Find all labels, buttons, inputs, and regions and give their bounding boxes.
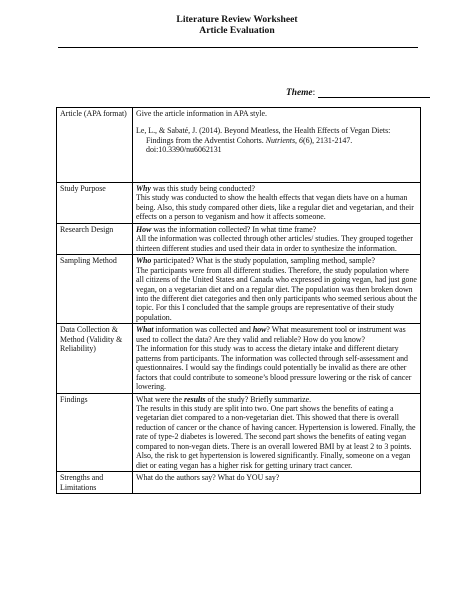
table-row-article [57, 108, 421, 183]
theme-label: Theme [286, 88, 313, 98]
row-answer: This study was conducted to show the health effects that vegan diets have on a human being. Also, this study compared other diets, like a regular diet and vegetarian, and their effects on a person to veganism and how it affects someone. [136, 193, 414, 222]
table-row-strengths [57, 472, 421, 494]
row-answer: The information for this study was to access the dietary intake and different dietary patterns from participants. The information was collected through self-assessment and questionnaires. I would say the findings could potentially be invalid as there are other factors that could contribute to someone’s blood pressure lowering or the risk of cancer lowering. [136, 344, 412, 392]
evaluation-table [56, 107, 421, 494]
row-answer: The results in this study are split into two. One part shows the benefits of eating a vegetarian diet compared to a non-vegetarian diet. This showed that there is overall reduction of cancer or the chance of having cancer. Hypertension is lowered. Finally, the rate of type-2 diabetes is lowered. The second part shows the benefits of eating vegan compared to non-vegan diets. There is an overall lowered BMI by at least 2 to 3 points. Also, the risk to get hypertension is lowered significantly. Finally, someone on a vegan diet or eating vegan has a higher risk for getting urinary tract cancer. [136, 403, 416, 470]
row-content [133, 183, 421, 224]
row-label: Research Design [57, 223, 133, 254]
worksheet-header [0, 14, 474, 36]
table-row-findings [57, 393, 421, 472]
worksheet-title: Literature Review Worksheet [176, 14, 298, 25]
row-content [133, 324, 421, 393]
row-label: Sampling Method [57, 255, 133, 324]
table-row-sampling [57, 255, 421, 324]
header-divider [58, 47, 418, 48]
row-question: How was the information collected? In what time frame? [136, 224, 317, 234]
theme-field: Theme: [286, 88, 430, 98]
row-content [133, 393, 421, 472]
row-label: Study Purpose [57, 183, 133, 224]
table-row-purpose [57, 183, 421, 224]
row-question: Give the article information in APA style. [136, 109, 267, 118]
row-answer: The participants were from all different studies. Therefore, the study population where all citizens of the United States and Canada who expressed in going vegan, had just gone vegan, on a vegetarian diet and on a regular diet. The population was then broken down into the different diet categories and then only participants who seemed serious about the topic. For this I concluded that the sample groups are representative of their study population. [136, 265, 417, 322]
worksheet-subtitle: Article Evaluation [199, 25, 275, 36]
row-content [133, 472, 421, 494]
row-label: Data Collection & Method (Validity & Reliability) [57, 324, 133, 393]
row-question: What information was collected and how? What measurement tool or instrument was used to collect the data? Are they valid and reliable? How do you know? [136, 325, 406, 344]
row-answer: All the information was collected through other articles/ studies. They grouped together thirteen different studies and used their data in order to synthesize the information. [136, 234, 413, 253]
row-question: Why was this study being conducted? [136, 184, 256, 193]
apa-reference: Le, L., & Sabaté, J. (2014). Beyond Meatless, the Health Effects of Vegan Diets: Findings from the Adventist Cohorts. Nutrients, 6(6), 2131-2147. doi:10.3390/nu6062131 [136, 126, 391, 155]
row-label: Strengths and Limitations [57, 472, 133, 494]
row-content [133, 108, 421, 183]
row-question: What do the authors say? What do YOU say? [136, 473, 280, 483]
theme-blank-line[interactable] [318, 97, 430, 98]
table-row-design [57, 223, 421, 254]
table-row-collection [57, 324, 421, 393]
row-content [133, 255, 421, 324]
row-question: What were the results of the study? Briefly summarize. [136, 394, 312, 404]
row-content [133, 223, 421, 254]
row-label: Article (APA format) [57, 108, 133, 183]
row-question: Who participated? What is the study population, sampling method, sample? [136, 256, 375, 266]
row-label: Findings [57, 393, 133, 472]
